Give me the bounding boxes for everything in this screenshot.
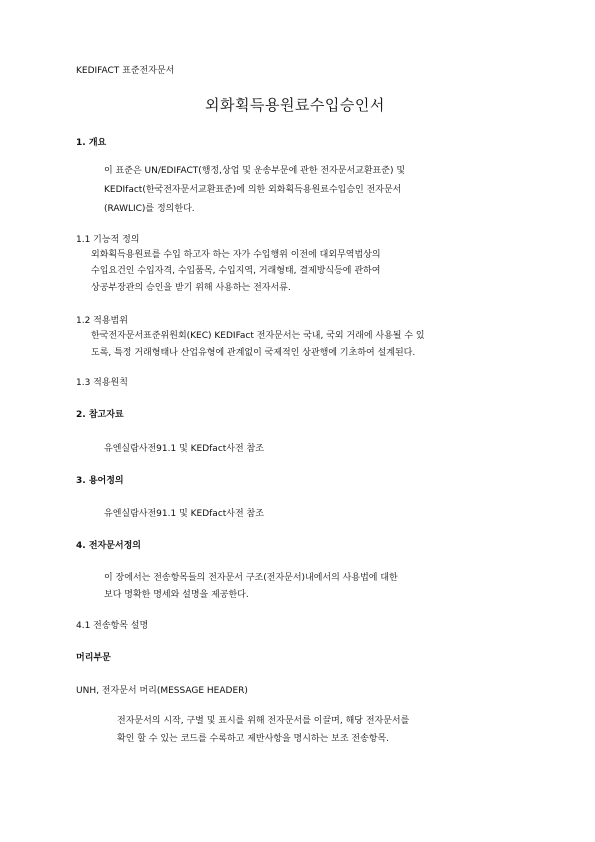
section-1-2-line: 도록, 특정 거래형태나 산업유형에 관계없이 국제적인 상관행에 기초하여 설계된다.	[91, 348, 416, 358]
section-1-line: KEDIfact(한국전자문서교환표준)에 의한 외화획득용원료수입승인 전자문서	[104, 185, 402, 195]
section-4-heading: 4. 전자문서정의	[76, 541, 141, 551]
section-1-1-line: 외화획득용원료를 수입 하고자 하는 자가 수입행위 이전에 대외무역법상의	[91, 250, 381, 260]
section-2-heading: 2. 참고자료	[76, 410, 124, 420]
section-2-line: 유엔실람사전91.1 및 KEDfact사전 참조	[104, 444, 264, 454]
section-1-2-line: 한국전자문서표준위원회(KEC) KEDIFact 전자문서는 국내, 국외 거래에 사용될 수 있	[91, 331, 425, 341]
section-1-line: 이 표준은 UN/EDIFACT(행정,상업 및 운송부문에 관한 전자문서교환표준) 및	[104, 166, 406, 176]
section-4-line: 이 장에서는 전송항목들의 전자문서 구조(전자문서)내에서의 사용법에 대한	[104, 573, 398, 583]
section-1-line: (RAWLIC)를 정의한다.	[104, 204, 195, 214]
unh-line: 전자문서의 시작, 구별 및 표시를 위해 전자문서를 이끌며, 해당 전자문서를	[117, 716, 410, 726]
unh-line: 확인 할 수 있는 코드를 수록하고 제반사항을 명시하는 보조 전송항목.	[117, 734, 390, 744]
section-1-1-line: 상공부장관의 승인을 받기 위해 사용하는 전자서류.	[91, 283, 291, 293]
section-3-heading: 3. 용어정의	[76, 476, 124, 486]
section-1-3-heading: 1.3 적용원칙	[76, 378, 128, 388]
section-4-1-heading: 4.1 전송항목 설명	[76, 621, 149, 631]
section-1-heading: 1. 개요	[76, 138, 107, 148]
section-1-1-line: 수입요건인 수입자격, 수입품목, 수입지역, 거래형태, 결제방식등에 관하여	[91, 266, 381, 276]
document-header: KEDIFACT 표준전자문서	[76, 66, 175, 76]
section-3-line: 유엔실람사전91.1 및 KEDfact사전 참조	[104, 509, 264, 519]
unh-heading: UNH, 전자문서 머리(MESSAGE HEADER)	[76, 686, 248, 696]
document-title: 외화획득용원료수입승인서	[205, 96, 385, 114]
header-part-heading: 머리부문	[76, 653, 111, 663]
section-1-2-heading: 1.2 적용범위	[76, 316, 128, 326]
section-4-line: 보다 명확한 명세와 설명을 제공한다.	[104, 590, 249, 600]
section-1-1-heading: 1.1 기능적 정의	[76, 235, 140, 245]
